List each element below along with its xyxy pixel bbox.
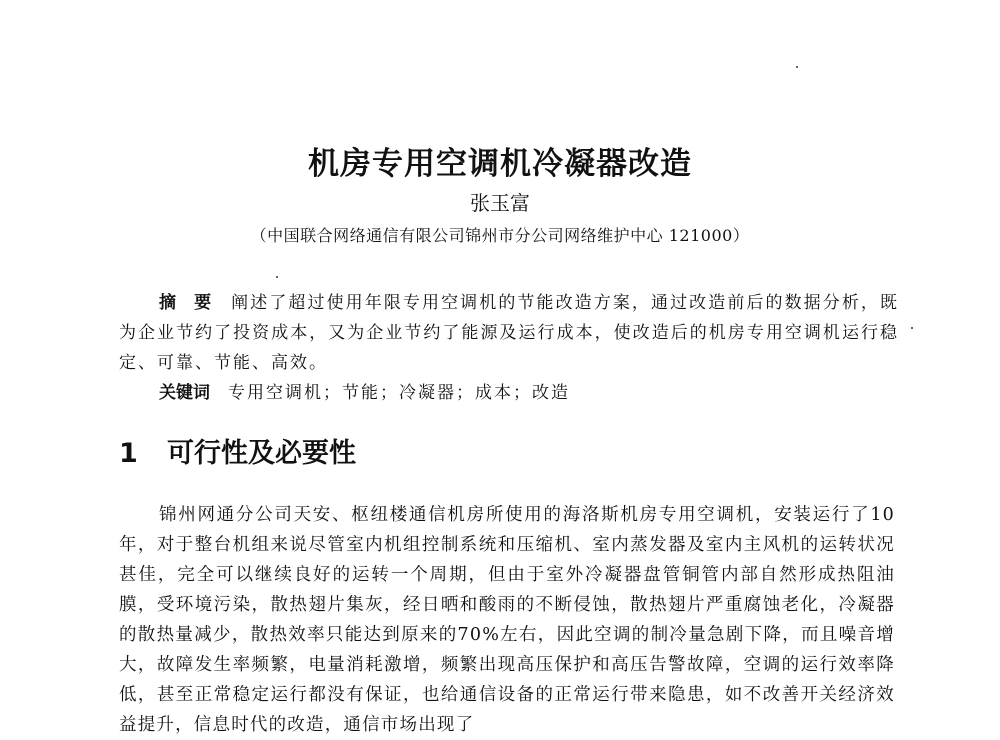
keywords (159, 378, 570, 408)
scan-speck (796, 66, 798, 68)
keywords-text: 专用空调机；节能；冷凝器；成本；改造 (228, 383, 570, 403)
abstract (119, 288, 899, 378)
scan-speck (911, 327, 913, 329)
scan-speck (276, 276, 278, 278)
section-heading (119, 434, 356, 474)
abstract-text: 阐述了超过使用年限专用空调机的节能改造方案，通过改造前后的数据分析，既为企业节约了投资成本，又为企业节约了能源及运行成本，使改造后的机房专用空调机运行稳定、可靠、节能、高效。 (119, 293, 899, 373)
section-title: 可行性及必要性 (167, 438, 356, 469)
paper-title: 机房专用空调机冷凝器改造 (308, 146, 692, 182)
abstract-label: 摘 要 (159, 293, 218, 313)
body-paragraph: 锦州网通分公司天安、枢纽楼通信机房所使用的海洛斯机房专用空调机，安装运行了10年，对于整台机组来说尽管室内机组控制系统和压缩机、室内蒸发器及室内主风机的运转状况甚佳，完全可以继续良好的运转一个周期，但由于室外冷凝器盘管铜管内部自然形成热阻油膜，受环境污染，散热翅片集灰，经日晒和酸雨的不断侵蚀，散热翅片严重腐蚀老化，冷凝器的散热量减少，散热效率只能达到原来的70%左右，因此空调的制冷量急剧下降，而且噪音增大，故障发生率频繁，电量消耗激增，频繁出现高压保护和高压告警故障，空调的运行效率降低，甚至正常稳定运行都没有保证，也给通信设备的正常运行带来隐患，如不改善开关经济效益提升，信息时代的改造，通信市场出现了 (119, 505, 895, 735)
author-affiliation: （中国联合网络通信有限公司锦州市分公司网络维护中心 121000） (250, 226, 750, 245)
section-number: 1 (119, 438, 138, 469)
author-name: 张玉富 (470, 191, 530, 215)
keywords-label: 关键词 (159, 383, 210, 403)
